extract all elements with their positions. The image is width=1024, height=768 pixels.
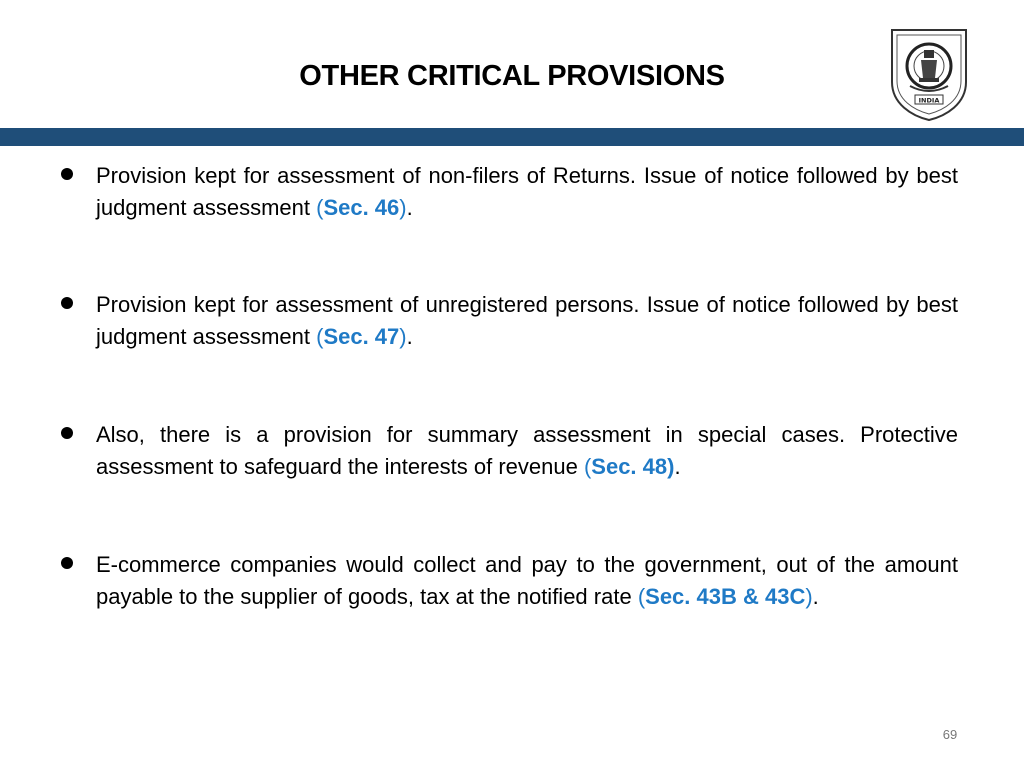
bullet-text: Also, there is a provision for summary assessment in special cases. Protective assessment to safeguard the interests of revenue (Sec. 48). — [96, 422, 958, 479]
bullet-text: E-commerce companies would collect and pay to the government, out of the amount payable to the supplier of goods, tax at the notified rate (Sec. 43B & 43C). — [96, 552, 958, 609]
section-ref: Sec. 46 — [323, 195, 400, 220]
bullet-text: Provision kept for assessment of non-filers of Returns. Issue of notice followed by best judgment assessment (Sec. 46). — [96, 163, 958, 220]
bullet-dot — [61, 297, 73, 309]
bullet-dot — [61, 168, 73, 180]
section-ref: Sec. 43B & 43C — [645, 584, 806, 609]
bullet-text: Provision kept for assessment of unregistered persons. Issue of notice followed by best judgment assessment (Sec. 47). — [96, 292, 958, 349]
slide-title: OTHER CRITICAL PROVISIONS — [299, 60, 725, 92]
section-ref: Sec. 47 — [323, 324, 400, 349]
bullet-dot — [61, 557, 73, 569]
page-number: 69 — [942, 727, 958, 742]
bullet-dot — [61, 427, 73, 439]
logo-label: INDIA — [918, 96, 940, 105]
section-ref: Sec. 48) — [591, 454, 675, 479]
